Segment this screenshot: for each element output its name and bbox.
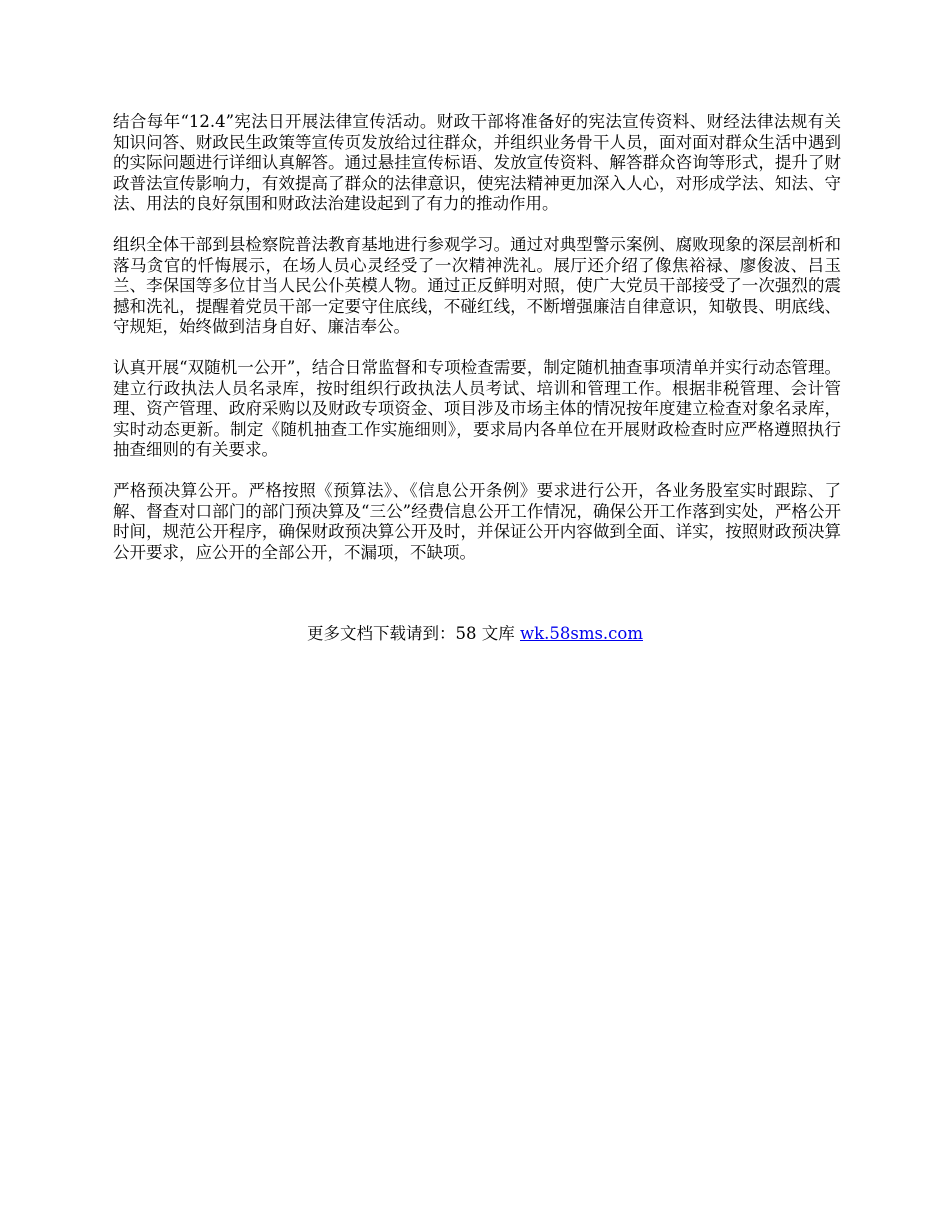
footer-link[interactable]: wk.58sms.com [519, 624, 643, 643]
download-footer [0, 623, 950, 645]
document-body [113, 112, 841, 583]
paragraph-double-random: 认真开展“双随机一公开”，结合日常监督和专项检查需要，制定随机抽查事项清单并实行动态管理。建立行政执法人员名录库，按时组织行政执法人员考试、培训和管理工作。根据非税管理、会计管理、资产管理、政府采购以及财政专项资金、项目涉及市场主体的情况按年度建立检查对象名录库，实时动态更新。制定《随机抽查工作实施细则》，要求局内各单位在开展财政检查时应严格遵照执行抽查细则的有关要求。 [113, 357, 841, 460]
paragraph-law-publicity: 结合每年“12.4”宪法日开展法律宣传活动。财政干部将准备好的宪法宣传资料、财经法律法规有关知识问答、财政民生政策等宣传页发放给过往群众，并组织业务骨干人员，面对面对群众生活中遇到的实际问题进行详细认真解答。通过悬挂宣传标语、发放宣传资料、解答群众咨询等形式，提升了财政普法宣传影响力，有效提高了群众的法律意识，使宪法精神更加深入人心，对形成学法、知法、守法、用法的良好氛围和财政法治建设起到了有力的推动作用。 [113, 112, 841, 214]
paragraph-education-visit: 组织全体干部到县检察院普法教育基地进行参观学习。通过对典型警示案例、腐败现象的深层剖析和落马贪官的忏悔展示，在场人员心灵经受了一次精神洗礼。展厅还介绍了像焦裕禄、廖俊波、吕玉兰、李保国等多位甘当人民公仆英模人物。通过正反鲜明对照，使广大党员干部接受了一次强烈的震撼和洗礼，提醒着党员干部一定要守住底线，不碰红线，不断增强廉洁自律意识，知敬畏、明底线、守规矩，始终做到洁身自好、廉洁奉公。 [113, 234, 841, 337]
footer-text: 更多文档下载请到：58 文库 [306, 624, 520, 643]
paragraph-budget-disclosure: 严格预决算公开。严格按照《预算法》、《信息公开条例》要求进行公开，各业务股室实时跟踪、了解、督查对口部门的部门预决算及“三公”经费信息公开工作情况，确保公开工作落到实处，严格公开时间，规范公开程序，确保财政预决算公开及时，并保证公开内容做到全面、详实，按照财政预决算公开要求，应公开的全部公开，不漏项，不缺项。 [113, 480, 841, 562]
